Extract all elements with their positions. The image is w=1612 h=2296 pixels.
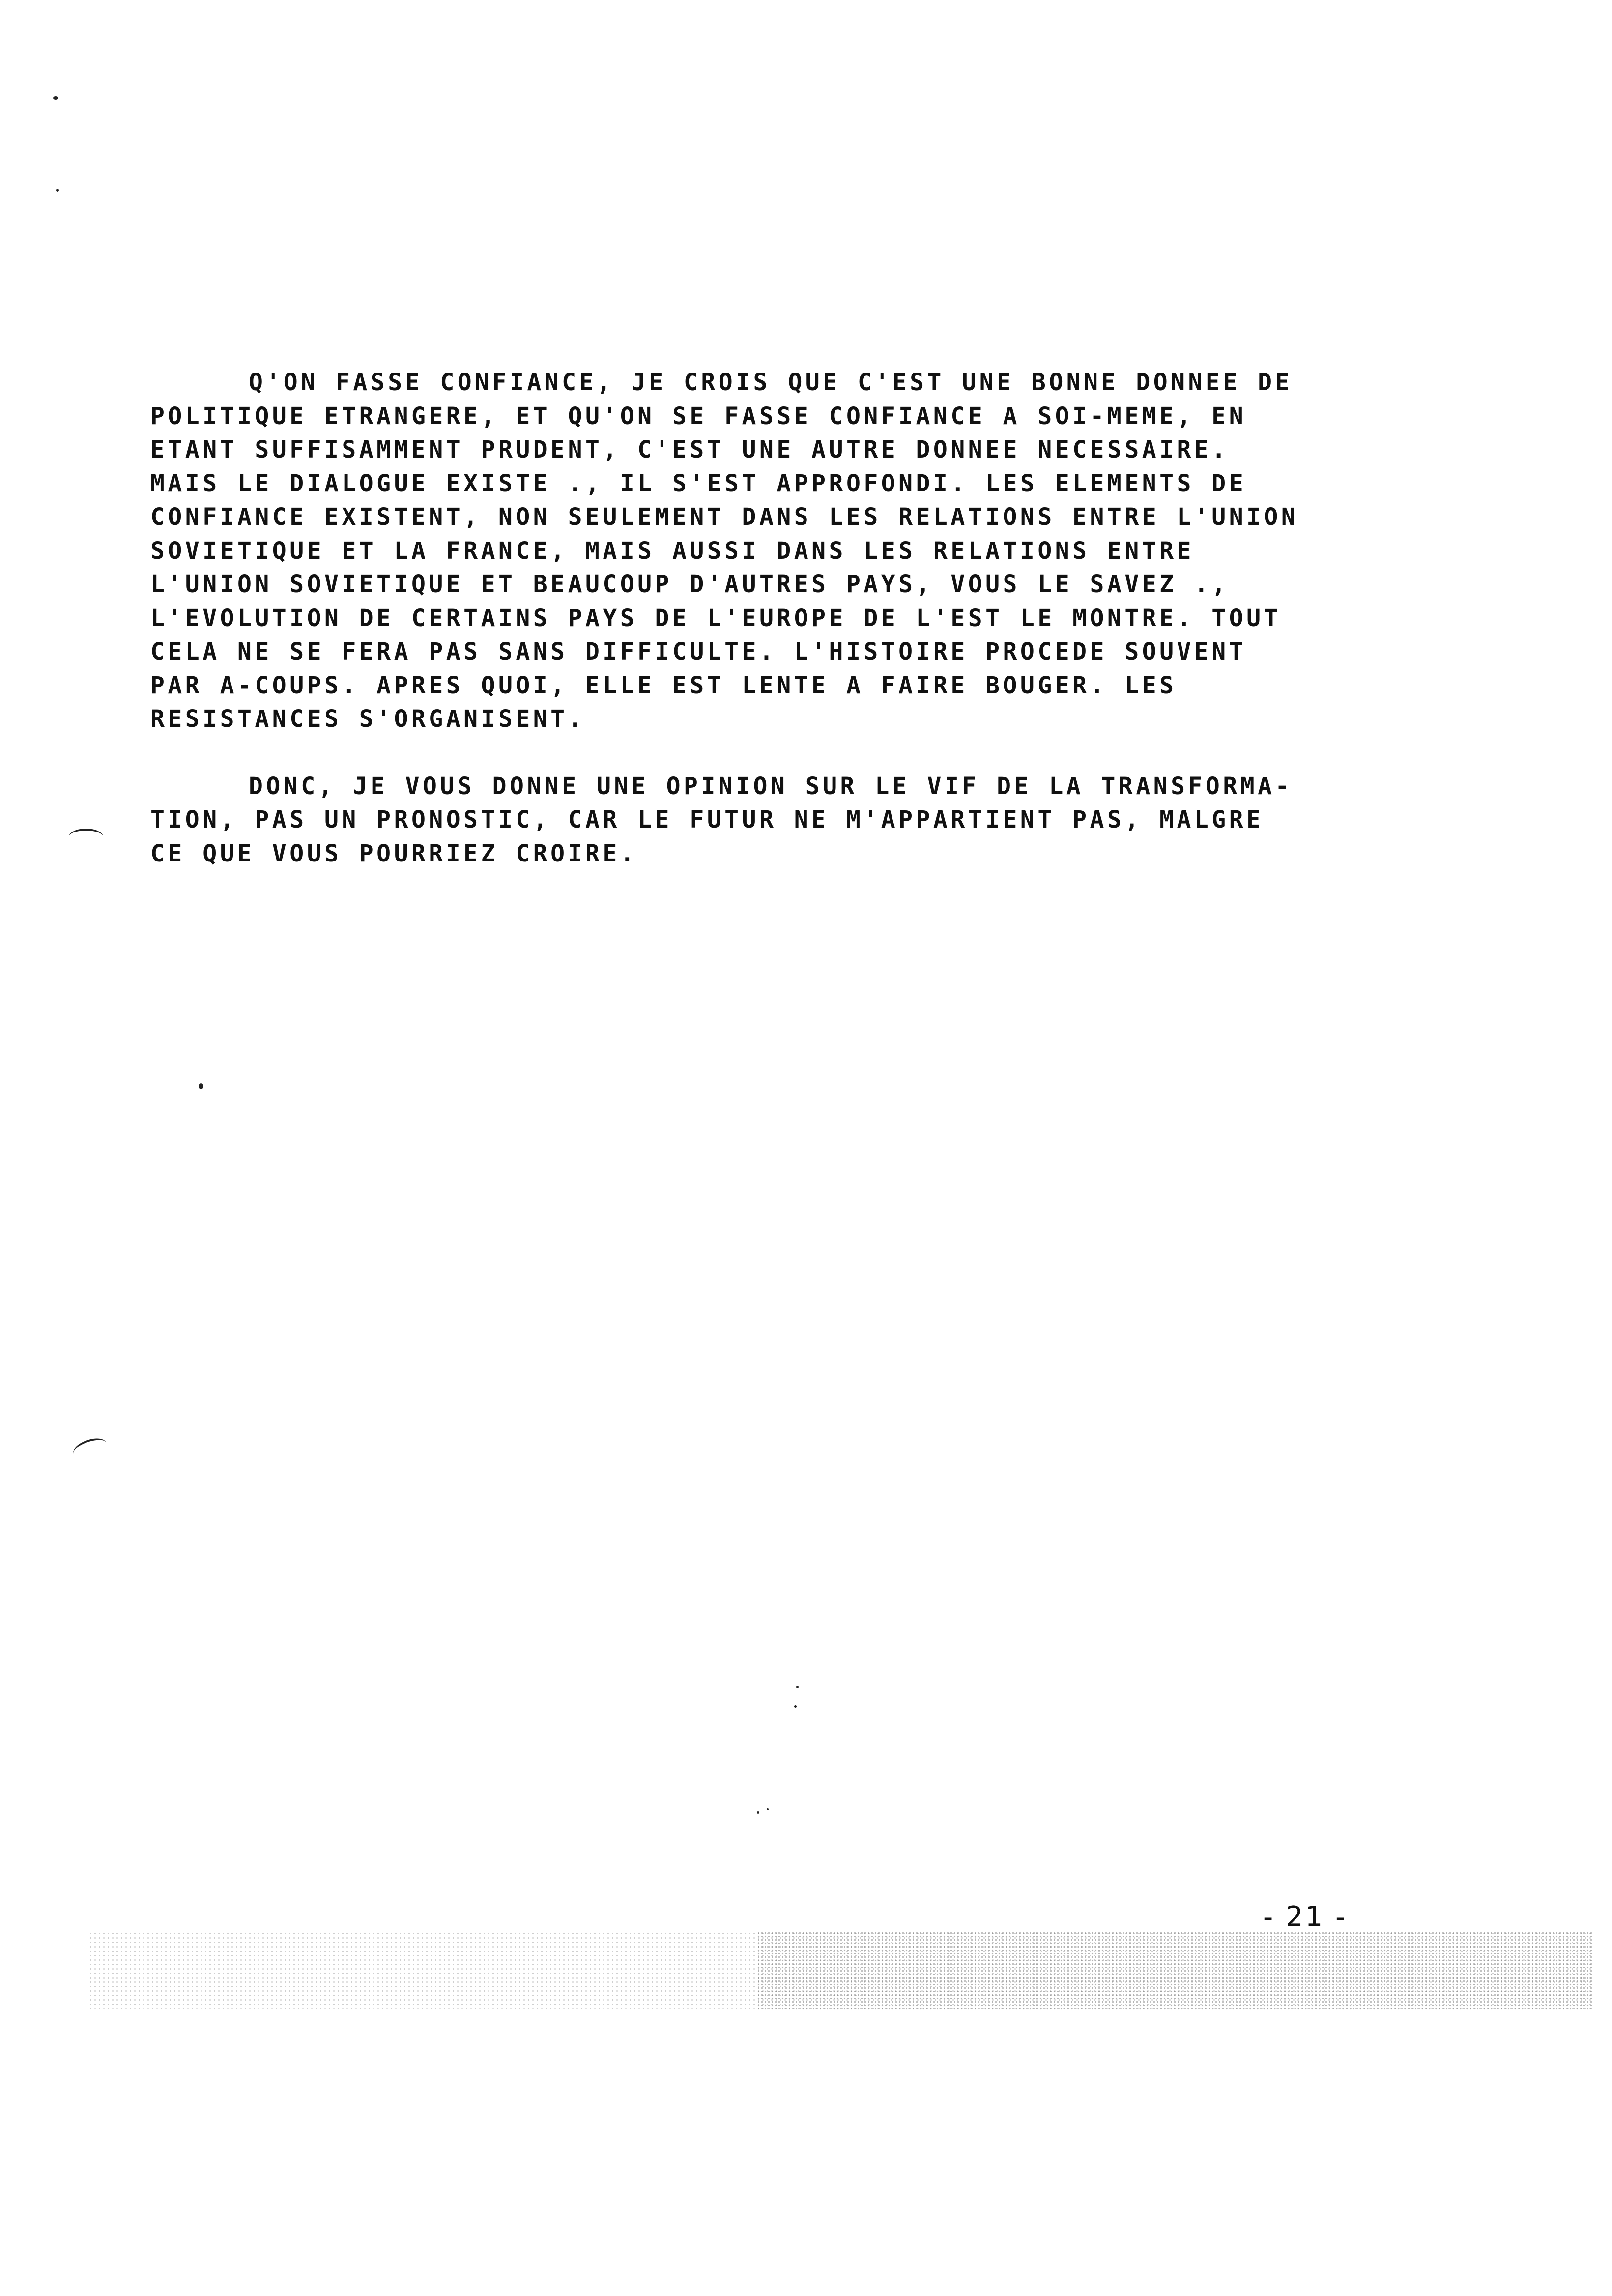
scan-speck <box>794 1705 797 1708</box>
margin-mark <box>69 829 103 845</box>
paragraph-1 <box>150 366 1409 736</box>
page-number: - 21 - <box>1263 1901 1348 1933</box>
scan-speck <box>757 1811 759 1814</box>
text-line: DONC, JE VOUS DONNE UNE OPINION SUR LE VIF DE LA TRANSFORMA- <box>249 772 1293 800</box>
text-line: L'EVOLUTION DE CERTAINS PAYS DE L'EUROPE DE L'EST LE MONTRE. TOUT <box>150 604 1281 632</box>
scan-speck <box>796 1686 799 1688</box>
text-line: PAR A-COUPS. APRES QUOI, ELLE EST LENTE A FAIRE BOUGER. LES <box>150 671 1177 699</box>
scan-speck <box>767 1808 769 1810</box>
text-line: ETANT SUFFISAMMENT PRUDENT, C'EST UNE AUTRE DONNEE NECESSAIRE. <box>150 436 1229 463</box>
body-text <box>150 366 1409 870</box>
text-line: POLITIQUE ETRANGERE, ET QU'ON SE FASSE CONFIANCE A SOI-MEME, EN <box>150 402 1247 430</box>
text-line: CELA NE SE FERA PAS SANS DIFFICULTE. L'HISTOIRE PROCEDE SOUVENT <box>150 638 1247 665</box>
text-line: Q'ON FASSE CONFIANCE, JE CROIS QUE C'EST UNE BONNE DONNEE DE <box>249 369 1293 396</box>
text-line: L'UNION SOVIETIQUE ET BEAUCOUP D'AUTRES PAYS, VOUS LE SAVEZ ., <box>150 571 1229 598</box>
text-line: TION, PAS UN PRONOSTIC, CAR LE FUTUR NE M'APPARTIENT PAS, MALGRE <box>150 806 1264 833</box>
paragraph-2 <box>150 770 1409 871</box>
scan-noise-band <box>757 1931 1592 2010</box>
scan-speck <box>53 96 58 100</box>
text-line: CE QUE VOUS POURRIEZ CROIRE. <box>150 839 638 867</box>
scan-speck <box>199 1083 203 1089</box>
text-line: CONFIANCE EXISTENT, NON SEULEMENT DANS LES RELATIONS ENTRE L'UNION <box>150 503 1299 531</box>
text-line: MAIS LE DIALOGUE EXISTE ., IL S'EST APPROFONDI. LES ELEMENTS DE <box>150 469 1247 497</box>
scan-speck <box>56 189 59 192</box>
margin-mark <box>71 1435 109 1462</box>
text-line: RESISTANCES S'ORGANISENT. <box>150 705 585 733</box>
text-line: SOVIETIQUE ET LA FRANCE, MAIS AUSSI DANS LES RELATIONS ENTRE <box>150 537 1194 565</box>
